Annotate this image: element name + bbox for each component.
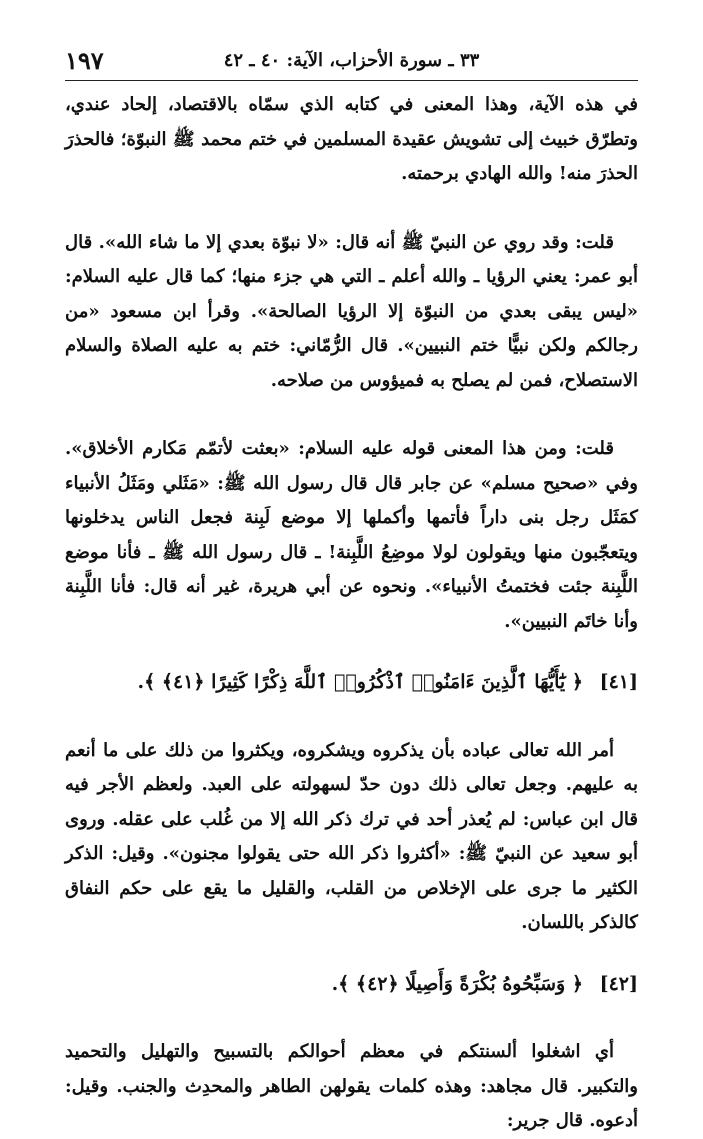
running-title: ٣٣ ـ سورة الأحزاب، الآية: ٤٠ ـ ٤٢ — [223, 50, 480, 71]
paragraph-2: قلت: وقد روي عن النبيّ ﷺ أنه قال: «لا نبوّة بعدي إلا ما شاء الله». قال أبو عمر: يعني الرؤيا ـ والله أعلم ـ التي هي جزء منها؛ كما قال عليه السلام: «ليس يبقى بعدي من النبوّة إلا الرؤيا الصالحة». وقرأ ابن مسعود «من رجالكم ولكن نبيًّا ختم النبيين». قال الرُّمّاني: ختم به عليه الصلاة والسلام الاستصلاح، فمن لم يصلح به فميؤوس من صلاحه. — [65, 231, 638, 391]
paragraph-1: في هذه الآية، وهذا المعنى في كتابه الذي سمّاه بالاقتصاد، إلحاد عندي، وتطرّق خبيث إلى تشويش عقيدة المسلمين في ختم محمد ﷺ النبوّة؛ فالحذرَ الحذرَ منه! والله الهادي برحمته. — [65, 94, 638, 184]
paragraph-4: أمر الله تعالى عباده بأن يذكروه ويشكروه، ويكثروا من ذلك على ما أنعم به عليهم. وجعل تعالى ذلك دون حدّ لسهولته على العبد. ولعظم الأجر فيه قال ابن عباس: لم يُعذر أحد في ترك ذكر الله إلا من غُلب على عقله. وروى أبو سعيد عن النبيّ ﷺ: «أكثروا ذكر الله حتى يقولوا مجنون». وقيل: الذكر الكثير ما جرى على الإخلاص من القلب، والقليل ما يقع على حكم النفاق كالذكر باللسان. — [65, 739, 638, 933]
verse-42 — [65, 967, 638, 1002]
verse-42-text: ﴿ وَسَبِّحُوهُ بُكْرَةً وَأَصِيلًا ﴿٤٢﴾ ﴾. — [331, 972, 583, 995]
paragraph-5: أي اشغلوا ألسنتكم في معظم أحوالكم بالتسبيح والتهليل والتحميد والتكبير. قال مجاهد: وهذه كلمات يقولهن الطاهر والمحدِث والجنب. وقيل: أدعوه. قال جرير: — [65, 1041, 638, 1131]
verse-42-number: [٤٢] — [599, 972, 638, 995]
page-body — [65, 88, 638, 1139]
paragraph-3: قلت: ومن هذا المعنى قوله عليه السلام: «بعثت لأتمّم مَكارم الأخلاق». وفي «صحيح مسلم» عن جابر قال قال رسول الله ﷺ: «مَثَلي ومَثَلُ الأنبياء كمَثَل رجل بنى داراً فأتمها وأكملها إلا موضع لَبِنة فجعل الناس يدخلونها ويتعجّبون منها ويقولون لولا موضِعُ اللَّبِنة! ـ قال رسول الله ﷺ ـ فأنا موضع اللَّبِنة جئت فختمتُ الأنبياء». ونحوه عن أبي هريرة، غير أنه قال: فأنا اللَّبِنة وأنا خاتَم النبيين». — [65, 438, 638, 632]
verse-41 — [65, 665, 638, 700]
verse-41-text: ﴿ يَٰٓأَيُّهَا ٱلَّذِينَ ءَامَنُوا۟ ٱذْكُرُوا۟ ٱللَّهَ ذِكْرًا كَثِيرًا ﴿٤١﴾ ﴾. — [137, 671, 583, 693]
verse-41-number: [٤١] — [599, 671, 638, 693]
page-header — [65, 38, 638, 81]
page-number: ١٩٧ — [65, 46, 104, 75]
